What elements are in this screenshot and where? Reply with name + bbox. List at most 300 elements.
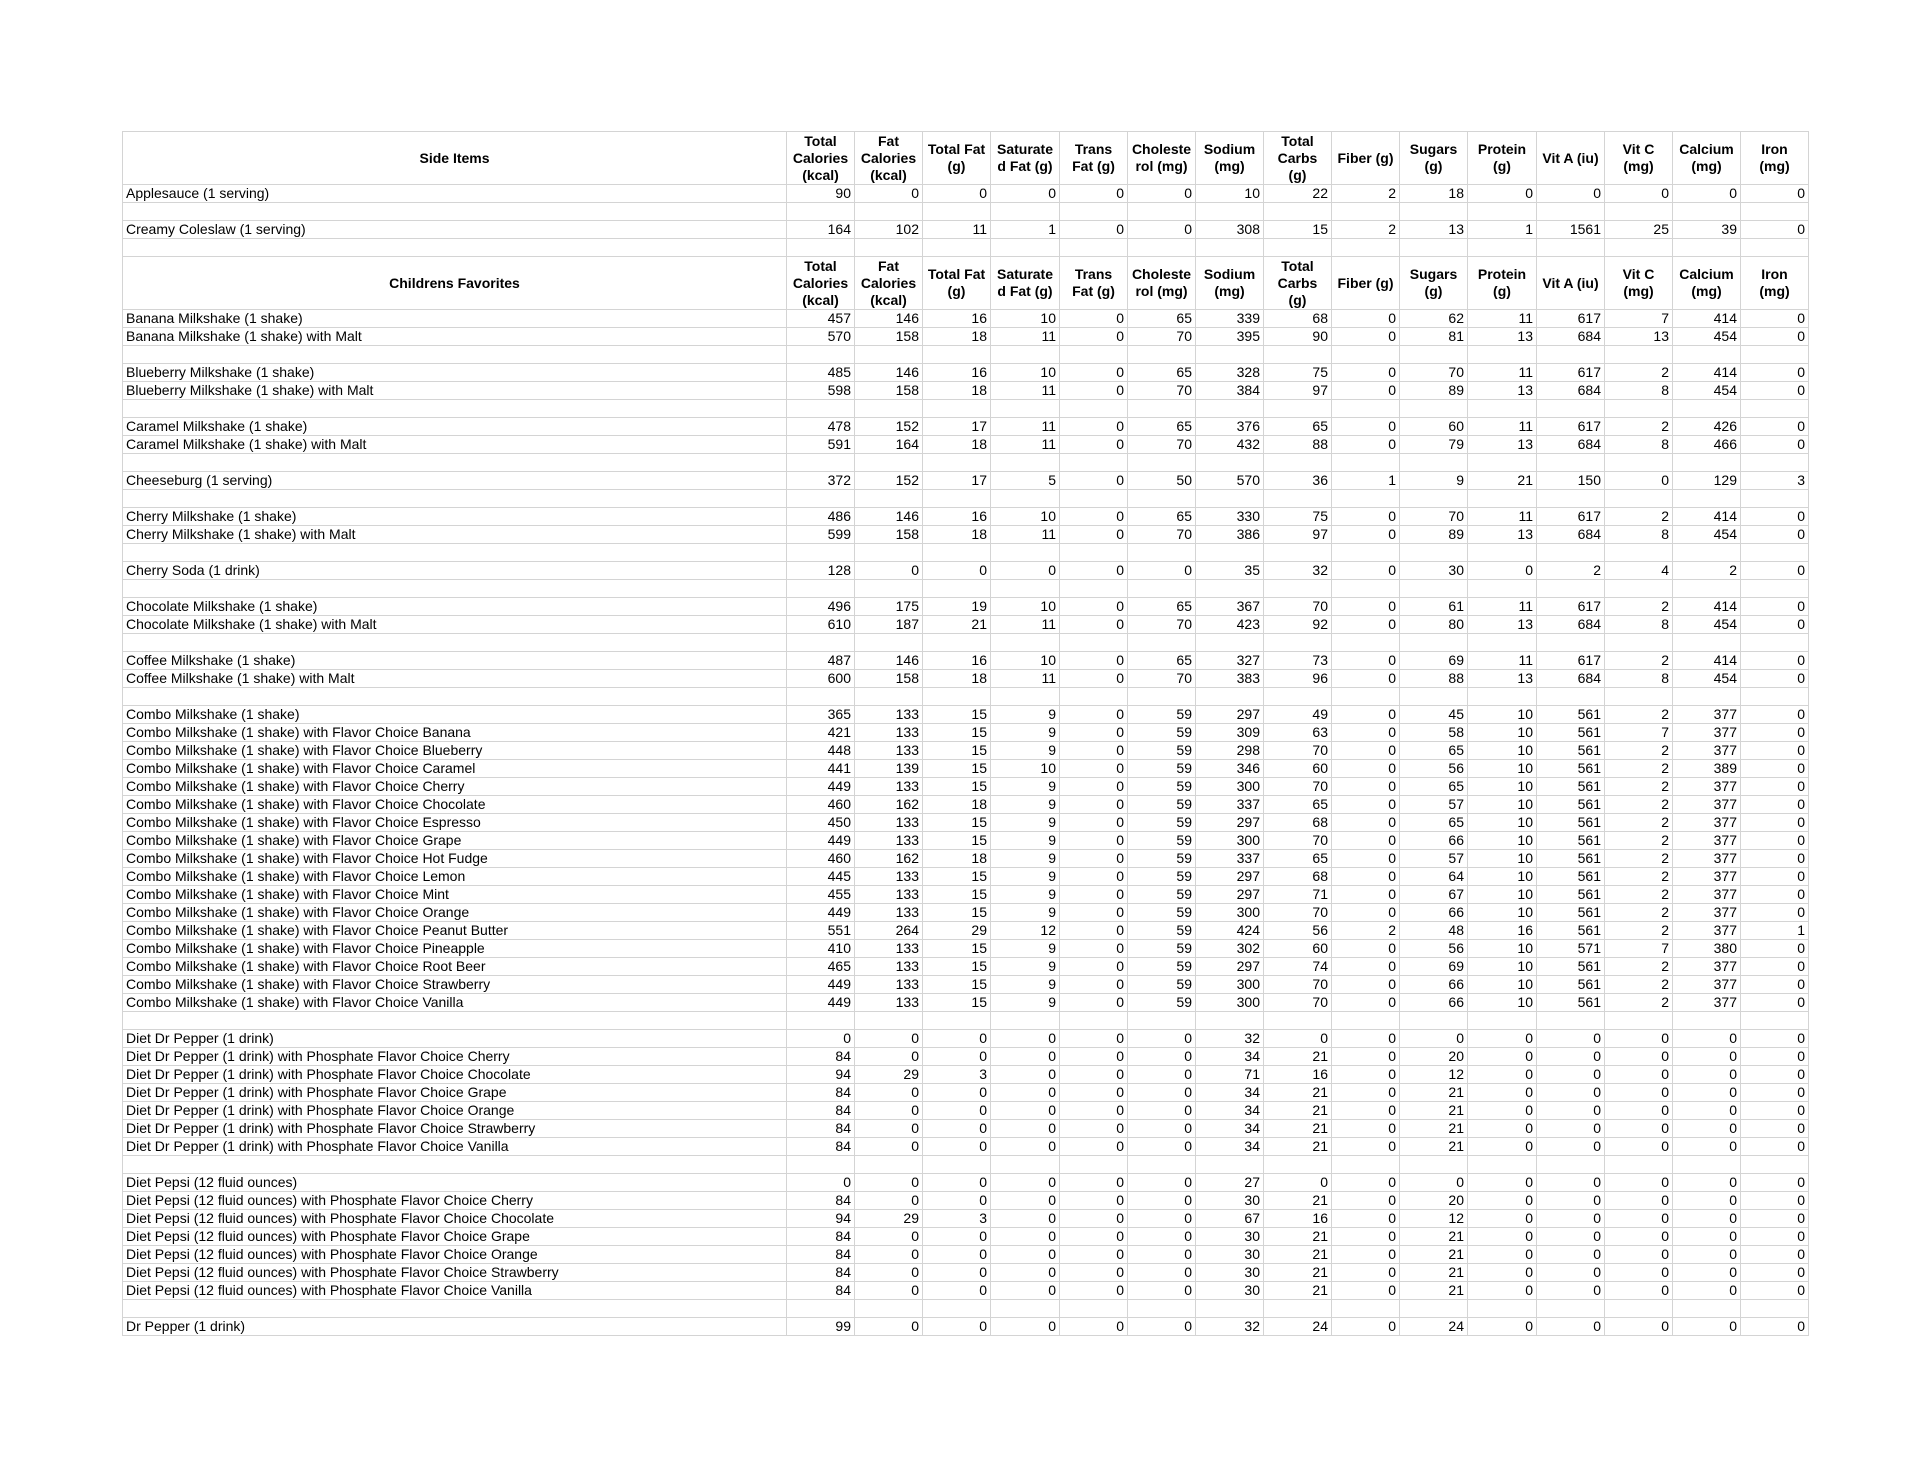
nutrient-value: 0: [787, 1174, 855, 1192]
empty-cell: [1605, 346, 1673, 364]
nutrient-value: 9: [991, 706, 1060, 724]
nutrient-value: 0: [1060, 1084, 1128, 1102]
nutrient-value: 21: [1400, 1084, 1468, 1102]
column-header: [1400, 132, 1468, 185]
column-header-line: Calories: [792, 149, 849, 166]
nutrient-value: 0: [1060, 1102, 1128, 1120]
nutrient-value: 36: [1264, 472, 1332, 490]
nutrient-value: 66: [1400, 994, 1468, 1012]
nutrient-value: 10: [1468, 724, 1537, 742]
nutrient-value: 15: [923, 976, 991, 994]
nutrient-value: 0: [1332, 1192, 1400, 1210]
nutrient-value: 383: [1196, 670, 1264, 688]
nutrient-value: 0: [1060, 868, 1128, 886]
nutrient-value: 0: [855, 1318, 923, 1336]
nutrient-value: 0: [1332, 850, 1400, 868]
empty-cell: [1741, 688, 1809, 706]
nutrient-value: 0: [1605, 1210, 1673, 1228]
nutrient-value: 8: [1605, 436, 1673, 454]
nutrient-value: 0: [1673, 1120, 1741, 1138]
empty-cell: [1196, 346, 1264, 364]
nutrient-value: 9: [991, 886, 1060, 904]
column-header-line: Sugars: [1409, 266, 1458, 282]
column-header: [1741, 257, 1809, 310]
nutrient-value: 0: [1128, 1084, 1196, 1102]
nutrient-value: 0: [1741, 310, 1809, 328]
nutrient-value: 0: [1332, 1120, 1400, 1138]
item-name: Diet Pepsi (12 fluid ounces) with Phosphate Flavor Choice Cherry: [123, 1192, 787, 1210]
nutrient-value: 1: [1741, 922, 1809, 940]
nutrient-value: 0: [1332, 598, 1400, 616]
table-row: [123, 508, 1809, 526]
nutrient-value: 84: [787, 1228, 855, 1246]
nutrient-value: 97: [1264, 526, 1332, 544]
nutrient-value: 0: [1128, 1066, 1196, 1084]
empty-cell: [1673, 203, 1741, 221]
nutrient-value: 2: [1605, 850, 1673, 868]
nutrient-value: 561: [1537, 724, 1605, 742]
item-name: Blueberry Milkshake (1 shake) with Malt: [123, 382, 787, 400]
nutrient-value: 10: [991, 508, 1060, 526]
empty-cell: [923, 580, 991, 598]
nutrient-value: 133: [855, 958, 923, 976]
nutrient-value: 10: [1468, 976, 1537, 994]
nutrient-value: 146: [855, 310, 923, 328]
column-header-line: (mg): [1759, 158, 1790, 174]
nutrient-value: 617: [1537, 508, 1605, 526]
nutrient-value: 2: [1673, 562, 1741, 580]
nutrient-value: 0: [1332, 724, 1400, 742]
nutrient-value: 3: [923, 1066, 991, 1084]
nutrient-value: 297: [1196, 868, 1264, 886]
column-header: [1264, 132, 1332, 185]
nutrient-value: 0: [1128, 1246, 1196, 1264]
nutrient-value: 0: [1060, 940, 1128, 958]
item-name: Diet Pepsi (12 fluid ounces) with Phosphate Flavor Choice Vanilla: [123, 1282, 787, 1300]
nutrient-value: 13: [1605, 328, 1673, 346]
nutrient-value: 99: [787, 1318, 855, 1336]
nutrient-value: 89: [1400, 382, 1468, 400]
table-row: [123, 221, 1809, 239]
nutrient-value: 684: [1537, 526, 1605, 544]
column-header-line: Carbs: [1277, 149, 1318, 166]
item-name: Cherry Milkshake (1 shake) with Malt: [123, 526, 787, 544]
empty-cell: [1060, 400, 1128, 418]
column-header-line: Calories: [860, 149, 917, 166]
nutrient-value: 426: [1673, 418, 1741, 436]
nutrient-value: 0: [1060, 508, 1128, 526]
nutrient-value: 64: [1400, 868, 1468, 886]
nutrient-value: 0: [923, 1102, 991, 1120]
nutrient-value: 69: [1400, 958, 1468, 976]
nutrient-value: 0: [1741, 1228, 1809, 1246]
empty-cell: [1128, 203, 1196, 221]
empty-cell: [1128, 634, 1196, 652]
nutrient-value: 84: [787, 1192, 855, 1210]
nutrient-value: 21: [1468, 472, 1537, 490]
empty-cell: [1537, 490, 1605, 508]
item-name: Caramel Milkshake (1 shake) with Malt: [123, 436, 787, 454]
nutrient-value: 297: [1196, 814, 1264, 832]
column-header-line: Sodium: [1203, 266, 1256, 282]
nutrient-value: 0: [1741, 670, 1809, 688]
column-header-line: Vit A (iu): [1542, 149, 1599, 166]
nutrient-value: 0: [1741, 778, 1809, 796]
nutrient-value: 0: [1332, 760, 1400, 778]
nutrient-value: 15: [923, 706, 991, 724]
column-header: [923, 132, 991, 185]
empty-cell: [991, 346, 1060, 364]
empty-cell: [1741, 400, 1809, 418]
empty-cell: [991, 239, 1060, 257]
table-row: [123, 598, 1809, 616]
nutrient-value: 0: [1332, 742, 1400, 760]
nutrient-value: 0: [1741, 1264, 1809, 1282]
nutrient-value: 56: [1400, 940, 1468, 958]
nutrient-value: 2: [1605, 760, 1673, 778]
column-header-line: Protein: [1477, 141, 1527, 157]
nutrient-value: 57: [1400, 796, 1468, 814]
nutrient-value: 0: [1605, 1120, 1673, 1138]
nutrient-value: 0: [991, 1264, 1060, 1282]
nutrient-value: 59: [1128, 904, 1196, 922]
nutrient-value: 0: [991, 1210, 1060, 1228]
nutrient-value: 0: [1332, 886, 1400, 904]
nutrient-value: 327: [1196, 652, 1264, 670]
nutrient-value: 8: [1605, 616, 1673, 634]
nutrient-value: 70: [1264, 976, 1332, 994]
nutrient-value: 21: [1264, 1192, 1332, 1210]
nutrient-value: 15: [923, 886, 991, 904]
empty-cell: [1468, 346, 1537, 364]
nutrient-value: 84: [787, 1264, 855, 1282]
empty-cell: [991, 634, 1060, 652]
section-header-row: [123, 132, 1809, 185]
item-name: Cherry Milkshake (1 shake): [123, 508, 787, 526]
nutrient-value: 0: [991, 1282, 1060, 1300]
nutrient-value: 0: [991, 1048, 1060, 1066]
nutrient-value: 0: [1537, 1084, 1605, 1102]
empty-cell: [1264, 1012, 1332, 1030]
nutrient-value: 0: [991, 1084, 1060, 1102]
column-header: [855, 257, 923, 310]
nutrient-value: 0: [923, 1048, 991, 1066]
nutrient-value: 45: [1400, 706, 1468, 724]
nutrient-value: 423: [1196, 616, 1264, 634]
nutrient-value: 0: [1332, 976, 1400, 994]
nutrient-value: 0: [991, 1102, 1060, 1120]
column-header-line: (mg): [1691, 158, 1722, 174]
nutrient-value: 133: [855, 742, 923, 760]
nutrient-value: 0: [855, 185, 923, 203]
empty-cell: [1060, 1156, 1128, 1174]
nutrient-value: 264: [855, 922, 923, 940]
nutrient-value: 0: [1468, 185, 1537, 203]
nutrient-value: 18: [923, 850, 991, 868]
empty-cell: [1468, 1156, 1537, 1174]
empty-cell: [1060, 346, 1128, 364]
nutrient-value: 0: [1741, 1318, 1809, 1336]
nutrient-value: 0: [991, 1066, 1060, 1084]
column-header: [1264, 257, 1332, 310]
table-row: [123, 940, 1809, 958]
column-header-line: Calcium: [1679, 141, 1734, 157]
table-row: [123, 616, 1809, 634]
nutrient-value: 0: [1673, 1318, 1741, 1336]
nutrient-value: 59: [1128, 940, 1196, 958]
nutrient-value: 684: [1537, 616, 1605, 634]
item-name: Banana Milkshake (1 shake): [123, 310, 787, 328]
nutrient-value: 21: [1264, 1084, 1332, 1102]
empty-cell: [123, 490, 787, 508]
nutrient-value: 10: [1468, 814, 1537, 832]
nutrient-value: 10: [1468, 886, 1537, 904]
empty-cell: [1332, 544, 1400, 562]
nutrient-value: 457: [787, 310, 855, 328]
nutrient-value: 0: [923, 1192, 991, 1210]
nutrient-value: 0: [1741, 562, 1809, 580]
nutrient-value: 0: [1060, 814, 1128, 832]
nutrient-value: 0: [1060, 724, 1128, 742]
table-row: [123, 436, 1809, 454]
nutrient-value: 0: [1264, 1030, 1332, 1048]
nutrient-value: 0: [1537, 1192, 1605, 1210]
blank-row: [123, 1156, 1809, 1174]
column-header: [1332, 257, 1400, 310]
nutrient-value: 330: [1196, 508, 1264, 526]
empty-cell: [1128, 1300, 1196, 1318]
table-row: [123, 1192, 1809, 1210]
column-header-line: (g): [1424, 158, 1443, 174]
nutrient-value: 0: [1128, 221, 1196, 239]
empty-cell: [1196, 1156, 1264, 1174]
nutrient-value: 0: [1673, 1264, 1741, 1282]
empty-cell: [1537, 1156, 1605, 1174]
nutrient-value: 0: [1605, 1264, 1673, 1282]
nutrient-value: 21: [1264, 1138, 1332, 1156]
nutrient-value: 617: [1537, 418, 1605, 436]
empty-cell: [787, 580, 855, 598]
item-name: Combo Milkshake (1 shake) with Flavor Choice Banana: [123, 724, 787, 742]
nutrient-value: 15: [923, 940, 991, 958]
column-header: [1468, 257, 1537, 310]
blank-row: [123, 634, 1809, 652]
nutrient-value: 39: [1673, 221, 1741, 239]
nutrient-value: 12: [1400, 1210, 1468, 1228]
nutrient-value: 9: [991, 778, 1060, 796]
column-header-line: Total: [804, 132, 837, 149]
empty-cell: [923, 454, 991, 472]
nutrient-value: 2: [1605, 652, 1673, 670]
column-header-line: Protein: [1477, 266, 1527, 282]
nutrient-value: 32: [1196, 1318, 1264, 1336]
nutrient-value: 377: [1673, 850, 1741, 868]
nutrient-value: 377: [1673, 922, 1741, 940]
nutrient-value: 684: [1537, 436, 1605, 454]
nutrient-value: 0: [1332, 526, 1400, 544]
empty-cell: [1060, 239, 1128, 257]
nutrient-value: 561: [1537, 850, 1605, 868]
nutrient-value: 0: [1400, 1174, 1468, 1192]
empty-cell: [855, 346, 923, 364]
empty-cell: [1673, 1012, 1741, 1030]
item-name: Blueberry Milkshake (1 shake): [123, 364, 787, 382]
nutrient-value: 377: [1673, 742, 1741, 760]
nutrient-value: 10: [1468, 832, 1537, 850]
nutrient-value: 617: [1537, 652, 1605, 670]
empty-cell: [855, 688, 923, 706]
nutrient-value: 0: [855, 1120, 923, 1138]
empty-cell: [1537, 400, 1605, 418]
nutrient-value: 0: [1741, 1066, 1809, 1084]
nutrient-value: 0: [1128, 1174, 1196, 1192]
empty-cell: [1264, 1156, 1332, 1174]
item-name: Diet Dr Pepper (1 drink) with Phosphate Flavor Choice Vanilla: [123, 1138, 787, 1156]
nutrient-value: 1: [991, 221, 1060, 239]
item-name: Diet Dr Pepper (1 drink) with Phosphate Flavor Choice Orange: [123, 1102, 787, 1120]
nutrient-value: 11: [1468, 508, 1537, 526]
nutrient-value: 11: [991, 616, 1060, 634]
empty-cell: [1060, 454, 1128, 472]
empty-cell: [1605, 688, 1673, 706]
column-header-line: (g): [1493, 158, 1511, 174]
nutrient-value: 0: [1741, 814, 1809, 832]
nutrient-value: 377: [1673, 706, 1741, 724]
nutrient-value: 11: [923, 221, 991, 239]
empty-cell: [1605, 454, 1673, 472]
table-row: [123, 1138, 1809, 1156]
nutrient-value: 0: [1060, 976, 1128, 994]
empty-cell: [1332, 1012, 1400, 1030]
nutrient-value: 29: [855, 1066, 923, 1084]
nutrient-value: 0: [1060, 1246, 1128, 1264]
nutrient-value: 9: [991, 850, 1060, 868]
nutrient-value: 0: [855, 1030, 923, 1048]
column-header: [1128, 132, 1196, 185]
nutrient-value: 0: [1741, 1192, 1809, 1210]
item-name: Combo Milkshake (1 shake) with Flavor Choice Espresso: [123, 814, 787, 832]
nutrient-value: 21: [1264, 1102, 1332, 1120]
nutrient-value: 0: [1332, 1246, 1400, 1264]
column-header: [1468, 132, 1537, 185]
nutrient-value: 0: [1400, 1030, 1468, 1048]
empty-cell: [1060, 490, 1128, 508]
nutrient-value: 414: [1673, 364, 1741, 382]
nutrient-value: 0: [1468, 1120, 1537, 1138]
empty-cell: [1196, 454, 1264, 472]
empty-cell: [787, 454, 855, 472]
nutrient-value: 300: [1196, 904, 1264, 922]
nutrient-value: 0: [1605, 1030, 1673, 1048]
nutrient-value: 1: [1468, 221, 1537, 239]
nutrient-value: 24: [1264, 1318, 1332, 1336]
nutrient-value: 89: [1400, 526, 1468, 544]
nutrient-value: 34: [1196, 1048, 1264, 1066]
nutrient-value: 0: [1332, 1048, 1400, 1066]
item-name: Diet Dr Pepper (1 drink) with Phosphate Flavor Choice Cherry: [123, 1048, 787, 1066]
blank-row: [123, 490, 1809, 508]
empty-cell: [923, 203, 991, 221]
nutrient-value: 0: [1537, 1228, 1605, 1246]
empty-cell: [855, 239, 923, 257]
empty-cell: [855, 1012, 923, 1030]
nutrient-value: 0: [1741, 1174, 1809, 1192]
nutrient-value: 133: [855, 994, 923, 1012]
table-row: [123, 814, 1809, 832]
nutrient-value: 81: [1400, 328, 1468, 346]
nutrient-value: 70: [1128, 526, 1196, 544]
nutrient-value: 79: [1400, 436, 1468, 454]
nutrient-value: 8: [1605, 670, 1673, 688]
nutrient-value: 465: [787, 958, 855, 976]
nutrient-value: 158: [855, 382, 923, 400]
empty-cell: [1400, 400, 1468, 418]
nutrient-value: 460: [787, 850, 855, 868]
empty-cell: [1400, 580, 1468, 598]
nutrient-value: 0: [1332, 1210, 1400, 1228]
nutrient-value: 600: [787, 670, 855, 688]
nutrient-value: 561: [1537, 742, 1605, 760]
nutrient-value: 0: [1605, 1228, 1673, 1246]
empty-cell: [923, 1012, 991, 1030]
column-header-line: Sugars: [1409, 141, 1458, 157]
nutrient-value: 0: [1332, 1318, 1400, 1336]
table-row: [123, 742, 1809, 760]
nutrient-value: 0: [991, 1318, 1060, 1336]
nutrient-value: 9: [991, 742, 1060, 760]
column-header-line: Saturate: [996, 141, 1054, 157]
nutrient-value: 84: [787, 1084, 855, 1102]
nutrient-value: 2: [1605, 742, 1673, 760]
nutrient-value: 561: [1537, 814, 1605, 832]
nutrient-value: 0: [1605, 1174, 1673, 1192]
empty-cell: [991, 454, 1060, 472]
nutrient-value: 376: [1196, 418, 1264, 436]
nutrient-value: 377: [1673, 976, 1741, 994]
nutrient-value: 684: [1537, 328, 1605, 346]
nutrient-value: 300: [1196, 994, 1264, 1012]
nutrient-value: 2: [1605, 994, 1673, 1012]
column-header-line: Fat: [878, 257, 899, 274]
nutrient-value: 0: [1060, 850, 1128, 868]
nutrient-value: 34: [1196, 1138, 1264, 1156]
nutrient-value: 0: [1332, 904, 1400, 922]
nutrient-value: 300: [1196, 976, 1264, 994]
nutrient-value: 56: [1264, 922, 1332, 940]
empty-cell: [1741, 634, 1809, 652]
nutrient-value: 0: [1332, 1174, 1400, 1192]
nutrient-value: 0: [1468, 1282, 1537, 1300]
item-name: Applesauce (1 serving): [123, 185, 787, 203]
nutrient-value: 57: [1400, 850, 1468, 868]
nutrient-value: 0: [855, 1048, 923, 1066]
nutrient-value: 15: [923, 994, 991, 1012]
empty-cell: [991, 490, 1060, 508]
nutrient-value: 561: [1537, 796, 1605, 814]
nutrient-value: 0: [1060, 185, 1128, 203]
nutrient-value: 0: [1332, 868, 1400, 886]
nutrient-value: 0: [1332, 328, 1400, 346]
nutrient-value: 599: [787, 526, 855, 544]
nutrient-value: 0: [1332, 1084, 1400, 1102]
empty-cell: [1400, 688, 1468, 706]
nutrient-value: 59: [1128, 976, 1196, 994]
column-header: [991, 257, 1060, 310]
nutrient-value: 0: [1605, 1246, 1673, 1264]
nutrient-value: 395: [1196, 328, 1264, 346]
nutrient-value: 0: [1741, 706, 1809, 724]
nutrient-value: 133: [855, 886, 923, 904]
